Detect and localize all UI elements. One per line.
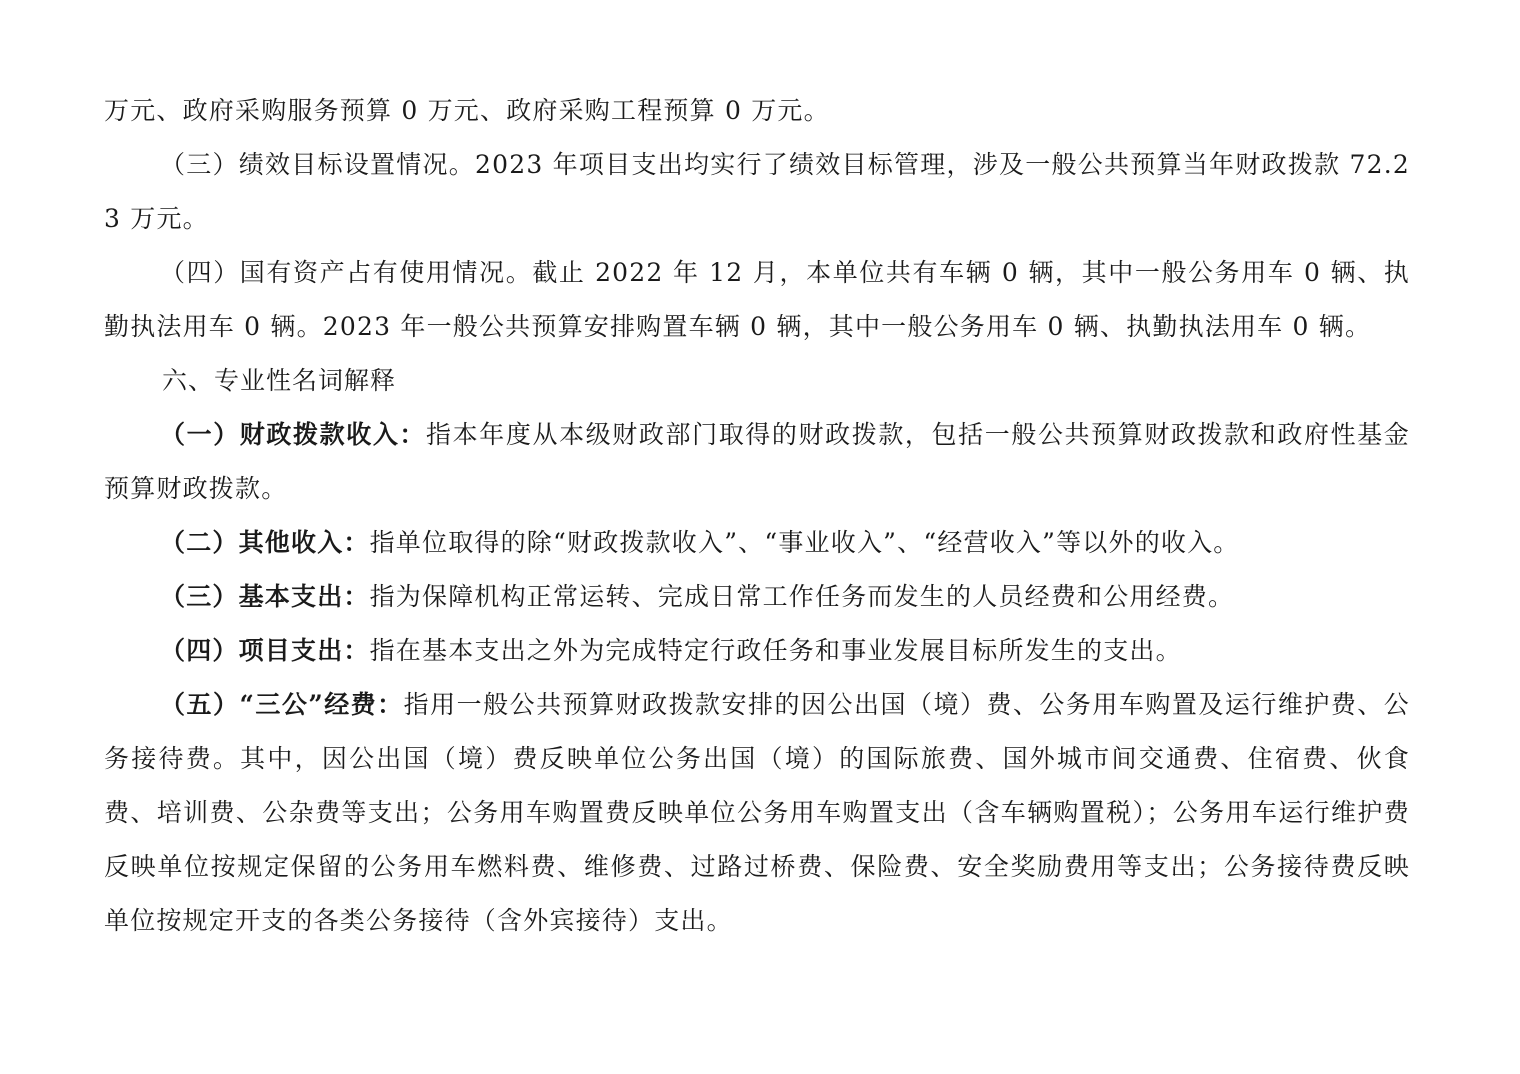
document-page <box>104 84 1410 948</box>
paragraph-procurement-continued: 万元、政府采购服务预算 0 万元、政府采购工程预算 0 万元。 <box>104 96 830 125</box>
definition-other-income <box>104 516 1410 570</box>
definition-project-expenditure <box>104 624 1410 678</box>
definition-term: （一）财政拨款收入： <box>160 420 427 449</box>
definition-basic-expenditure <box>104 570 1410 624</box>
definition-text: 指单位取得的除“财政拨款收入”、“事业收入”、“经营收入”等以外的收入。 <box>369 528 1240 557</box>
definition-term: （三）基本支出： <box>160 582 370 611</box>
paragraph-performance-targets: （三）绩效目标设置情况。2023 年项目支出均实行了绩效目标管理，涉及一般公共预算当年财政拨款 72.23 万元。 <box>104 150 1410 233</box>
paragraph-state-assets: （四）国有资产占有使用情况。截止 2022 年 12 月，本单位共有车辆 0 辆，其中一般公务用车 0 辆、执勤执法用车 0 辆。2023 年一般公共预算安排购置车辆 0 辆，其中一般公务用车 0 辆、执勤执法用车 0 辆。 <box>104 258 1410 341</box>
definition-text: 指本年度从本级财政部门取得的财政拨款，包括一般公共预算财政拨款和政府性基金预算财政拨款。 <box>104 420 1410 503</box>
definition-text: 指为保障机构正常运转、完成日常工作任务而发生的人员经费和公用经费。 <box>369 582 1235 611</box>
definition-three-public-expenses <box>104 678 1410 948</box>
definition-term: （二）其他收入： <box>160 528 370 557</box>
definition-term: （五）“三公”经费： <box>160 690 404 719</box>
section-heading: 六、专业性名词解释 <box>162 366 397 395</box>
definition-text: 指在基本支出之外为完成特定行政任务和事业发展目标所发生的支出。 <box>369 636 1182 665</box>
definition-fiscal-appropriation <box>104 408 1410 516</box>
definition-term: （四）项目支出： <box>160 636 370 665</box>
definition-text: 指用一般公共预算财政拨款安排的因公出国（境）费、公务用车购置及运行维护费、公务接待费。其中，因公出国（境）费反映单位公务出国（境）的国际旅费、国外城市间交通费、住宿费、伙食费、培训费、公杂费等支出；公务用车购置费反映单位公务用车购置支出（含车辆购置税）；公务用车运行维护费反映单位按规定保留的公务用车燃料费、维修费、过路过桥费、保险费、安全奖励费用等支出；公务接待费反映单位按规定开支的各类公务接待（含外宾接待）支出。 <box>104 690 1411 935</box>
